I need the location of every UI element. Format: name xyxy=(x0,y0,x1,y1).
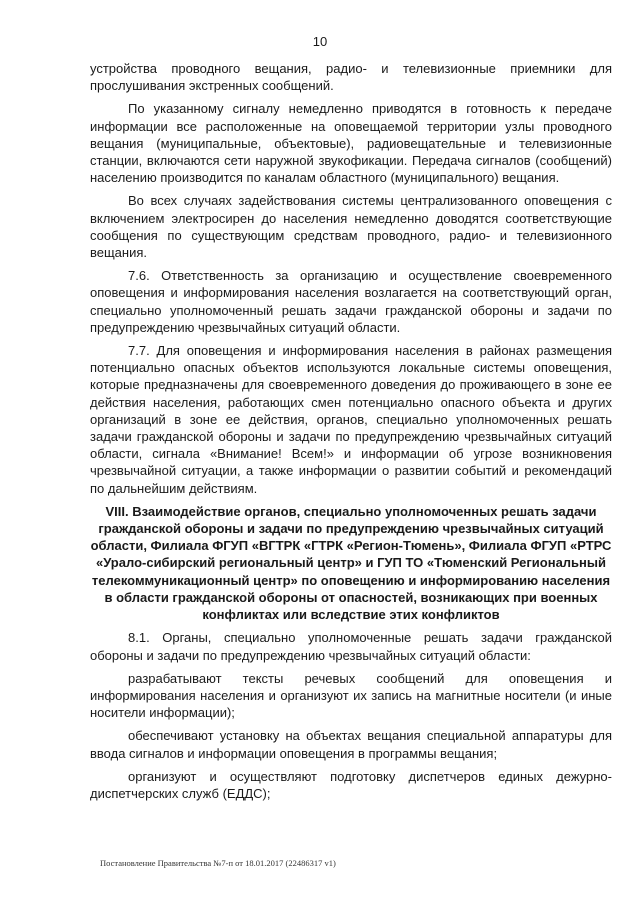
paragraph: устройства проводного вещания, радио- и телевизионные приемники для прослушивания экстренных сообщений. xyxy=(90,61,612,94)
list-item: разрабатывают тексты речевых сообщений для оповещения и информирования населения и организуют их запись на магнитные носители (и иные носители информации); xyxy=(90,670,612,721)
paragraph-7-6: 7.6. Ответственность за организацию и осуществление своевременного оповещения и информирования населения возлагается на соответствующий орган, специально уполномоченный решать задачи гражданской обороны и задачи по предупреждению чрезвычайных ситуаций области. xyxy=(90,268,612,335)
paragraph: Во всех случаях задействования системы централизованного оповещения с включением электросирен до населения немедленно доводятся соответствующие сообщения по существующим средствам проводного, радио- и телевизионного вещания. xyxy=(90,193,612,261)
list-item: организуют и осуществляют подготовку диспетчеров единых дежурно-диспетчерских служб (ЕДДС); xyxy=(90,768,612,801)
paragraph-8-1: 8.1. Органы, специально уполномоченные решать задачи гражданской обороны и задачи по предупреждению чрезвычайных ситуаций области: xyxy=(90,630,612,663)
list-item: обеспечивают установку на объектах вещания специальной аппаратуры для ввода сигналов и информации оповещения в программы вещания; xyxy=(90,728,612,761)
section-heading-viii: VIII. Взаимодействие органов, специально уполномоченных решать задачи гражданской обороны и задачи по предупреждению чрезвычайных ситуаций области, Филиала ФГУП «ВГТРК «ГТРК «Регион-Тюмень», Филиала ФГУП «РТРС «Урало-сибирский региональный центр» и ГУП ТО «Тюменский Региональный телекоммуникационный центр» по оповещению и информированию населения в области гражданской обороны от опасностей, возникающих при военных конфликтах или вследствие этих конфликтов xyxy=(90,503,612,623)
page-number: 10 xyxy=(312,34,328,49)
paragraph-7-7: 7.7. Для оповещения и информирования населения в районах размещения потенциально опасных объектов используются локальные системы оповещения, которые предназначены для своевременного доведения до проживающего в зоне ее действия населения, работающих смен потенциально опасного объекта и других организаций в зоне ее действия, органов, специально уполномоченных решать задачи гражданской обороны и задачи по предупреждению чрезвычайных ситуаций области, сигнала «Внимание! Всем!» и информации об угрозе возникновения чрезвычайной ситуации, а также информации о развитии событий и рекомендаций по дальнейшим действиям. xyxy=(90,343,612,496)
document-body xyxy=(90,60,612,808)
document-footer: Постановление Правительства №7-п от 18.01.2017 (22486317 v1) xyxy=(100,858,336,868)
paragraph: По указанному сигналу немедленно приводятся в готовность к передаче информации все расположенные на оповещаемой территории узлы проводного вещания (муниципальные, объектовые), радиовещательные и телевизионные станции, включаются сети наружной звукофикации. Передача сигналов (сообщений) населению производится по каналам областного (муниципального) вещания. xyxy=(90,101,612,186)
